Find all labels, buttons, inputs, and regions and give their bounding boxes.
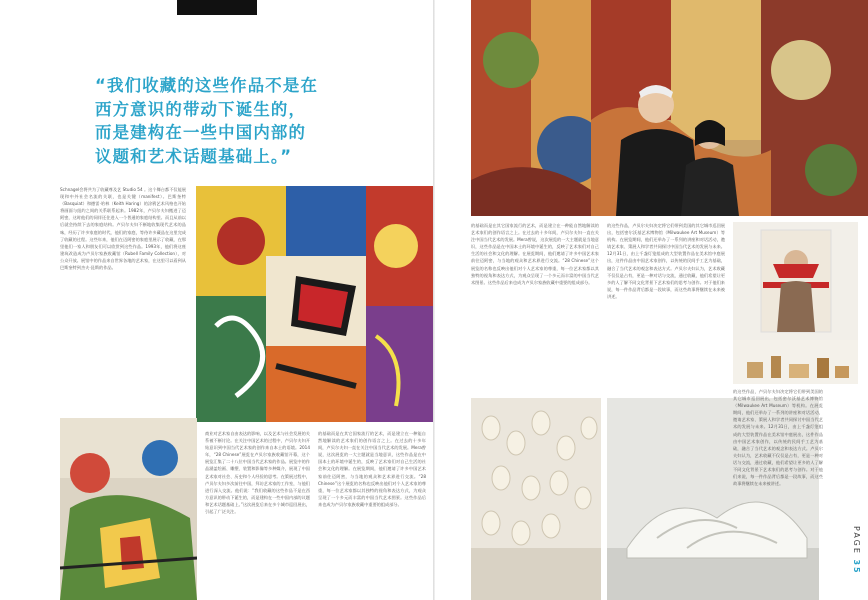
sculpture-objects-photo <box>733 340 858 384</box>
body-column-mid-left <box>205 430 310 598</box>
body-text: 的基础而是在其它国家流行的艺术，而是建立在一种能自然地解读的艺术家们的创作语言之上。在过去的十多年间，卢贝尔夫妇一直在关注中国当代艺术的发展。Mera曾说，这次展览的一大主题就是当地意识，这些作品是在中国本土的环境中诞生的，反映了艺术家们对自己生活的社会和文化的理解。在展览期间，他们邀请了许多中国艺术家前往迈阿密，与当地的观众和艺术界进行交流。“28 Chinese”这个展览的名称也反映出他们对个人艺术家的尊重，每一位艺术家都以其独特的视角和表达方式，为观众呈现了一个多元而丰富的中国当代艺术图景。这些作品后来也成为卢贝尔家族收藏中重要的组成部分。 <box>318 431 426 507</box>
body-column-right-bottom <box>733 388 823 538</box>
body-text: Schnagel会将共为了收藏尊及艺 Studio 54 。这个舞台都不仅能展现和中外社会名流的关联，也是关键（manifest）。巴斯奎特（Basquiat）和德雷·哈林（Keith Haring）的涂鸦艺术风格也开始将画面与纽约之间的关系联系起来。1982年，卢贝尔夫妇搬进了迈阿密，这时他们的同伴还住进入一个普通的家庭结构里。而且从前以后就会持续下去的家庭结构。卢贝尔夫妇不断地收集现代艺术的品味，经历了许多家庭的时代，他们的家庭，等待许多藏品在这里完成了收藏的过程。这些年来，他们在迈阿密的家庭里展示了收藏，在那里他们一家人和朋友们可以欣赏到这些作品。1993年，他们将这座建筑改造成为卢贝尔家族收藏馆（Rubell Family Collection），对公众开放。展馆中的作品来自世界各地的艺术家，在这里可以看到从巴斯奎特到杰夫·昆斯的作品。 <box>60 187 186 271</box>
lantern-installation-svg <box>471 398 601 600</box>
body-column-right-page-2 <box>607 222 725 392</box>
pull-quote-line: 西方意识的带动下诞生的， <box>95 99 307 119</box>
body-text: 的这些作品，卢贝尔夫妇决定将它们带到美国的其它城市巡回展出，包括密尔沃基艺术博物馆（Milwaukee Art Museum）等机构。在展览期间，他们还举办了一系列的讲座和对话活动，邀请艺术家、策展人和学者共同探讨中国当代艺术的发展与未来。12月31日，由上千盏灯笼组成的大型装置作品在美术馆中庭展出，这件作品由中国艺术家创作，以传统的民间手工艺为基础，融合了当代艺术的观念和表达方式。卢贝尔夫妇认为，艺术收藏不仅仅是占有，更是一种对话与交流，通过收藏，他们希望让更多的人了解不同文化背景下艺术家们的思考与创作。对于他们来说，每一件作品背后都是一段故事，而这些故事将继续在未来被讲述。 <box>607 223 725 299</box>
page-number-label: PAGE <box>852 526 861 555</box>
page-gutter <box>433 0 435 600</box>
body-column-right-page-1 <box>471 222 599 392</box>
body-text: 的这些作品，卢贝尔夫妇决定将它们带到美国的其它城市巡回展出，包括密尔沃基艺术博物馆（Milwaukee Art Museum）等机构。在展览期间，他们还举办了一系列的讲座和对话活动，邀请艺术家、策展人和学者共同探讨中国当代艺术的发展与未来。12月31日，由上千盏灯笼组成的大型装置作品在美术馆中庭展出，这件作品由中国艺术家创作，以传统的民间手工艺为基础，融合了当代艺术的观念和表达方式。卢贝尔夫妇认为，艺术收藏不仅仅是占有，更是一种对话与交流，通过收藏，他们希望让更多的人了解不同文化背景下艺术家们的思考与创作。对于他们来说，每一件作品背后都是一段故事，而这些故事将继续在未来被讲述。 <box>733 389 823 487</box>
page-number <box>852 526 861 575</box>
page-number-value: 35 <box>852 559 861 575</box>
pull-quote-line: 而是建构在一些中国内部的 <box>95 123 307 142</box>
lantern-installation-photo <box>471 398 601 600</box>
graffiti-artwork-photo <box>196 186 433 422</box>
body-column-left <box>60 186 186 418</box>
body-text: 商业对艺术家自由表达的影响，以及艺术与社会发展的关系被不断讨论。在关注中国艺术的过程中，卢贝尔夫妇开始意识到中国当代艺术家的创作来自本土的语境。2014年，“28 Chinese”展览在卢贝尔家族收藏馆开幕，这个展览汇集了二十八位中国当代艺术家的作品。展览中的作品涵盖绘画、雕塑、装置和影像等多种媒介，展现了中国艺术家对社会、历史和个人经验的思考。在策展过程中，卢贝尔夫妇多次前往中国，拜访艺术家的工作室，与他们进行深入交流。他们说：“我们收藏的这些作品不是在西方意识的带动下诞生的，而是建构在一些中国内部的议题和艺术话题基础上。”这次展览后来在多个城市巡回展出，引起了广泛关注。 <box>205 431 310 515</box>
black-header-tab <box>177 0 257 15</box>
painting-detail-svg <box>60 418 197 600</box>
body-text: 的基础而是在其它国家流行的艺术，而是建立在一种能自然地解读的艺术家们的创作语言之上。在过去的十多年间，卢贝尔夫妇一直在关注中国当代艺术的发展。Mera曾说，这次展览的一大主题就是当地意识，这些作品是在中国本土的环境中诞生的，反映了艺术家们对自己生活的社会和文化的理解。在展览期间，他们邀请了许多中国艺术家前往迈阿密，与当地的观众和艺术界进行交流。“28 Chinese”这个展览的名称也反映出他们对个人艺术家的尊重，每一位艺术家都以其独特的视角和表达方式，为观众呈现了一个多元而丰富的中国当代艺术图景。这些作品后来也成为卢贝尔家族收藏中重要的组成部分。 <box>471 223 599 285</box>
sculpture-objects-svg <box>733 340 858 384</box>
graffiti-artwork-svg <box>196 186 433 422</box>
red-figure-artwork-photo <box>733 222 858 340</box>
collectors-portrait-svg <box>471 0 868 216</box>
collectors-portrait-photo <box>471 0 868 216</box>
pull-quote-line: 议题和艺术话题基础上。” <box>95 146 293 166</box>
pull-quote-line: “我们收藏的这些作品不是在 <box>95 76 319 95</box>
red-figure-artwork-svg <box>733 222 858 340</box>
body-column-mid-right <box>318 430 426 598</box>
painting-detail-photo <box>60 418 197 600</box>
pull-quote <box>95 74 425 168</box>
